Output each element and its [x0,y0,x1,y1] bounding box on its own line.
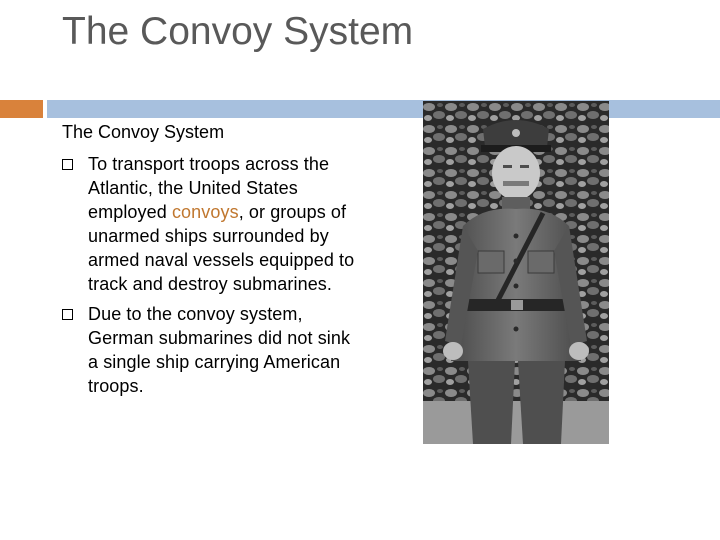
bullet-list [62,152,362,404]
bullet-text-after: , or groups of unarmed ships surrounded by armed naval vessels equipped to track and destroy submarines. [88,202,355,294]
body-heading: The Convoy System [62,122,225,142]
bullet-text-before: Due to the convoy system, German submarines did not sink a single ship carrying American troops. [88,304,351,396]
bullet-text [88,152,356,296]
square-bullet-icon [62,159,73,170]
bullet-text [88,302,356,398]
accent-bar-blue [47,100,720,118]
officer-portrait-photo [423,101,609,444]
officer-portrait-illustration [423,101,609,444]
bullet-text-before: To transport troops across the Atlantic, the United States employed [88,154,330,222]
bullet-item [62,152,362,296]
bullet-item [62,302,362,398]
highlighted-term: convoys [171,202,239,222]
slide-title: The Convoy System [62,10,414,53]
accent-bar-orange [0,100,43,118]
square-bullet-icon [62,309,73,320]
